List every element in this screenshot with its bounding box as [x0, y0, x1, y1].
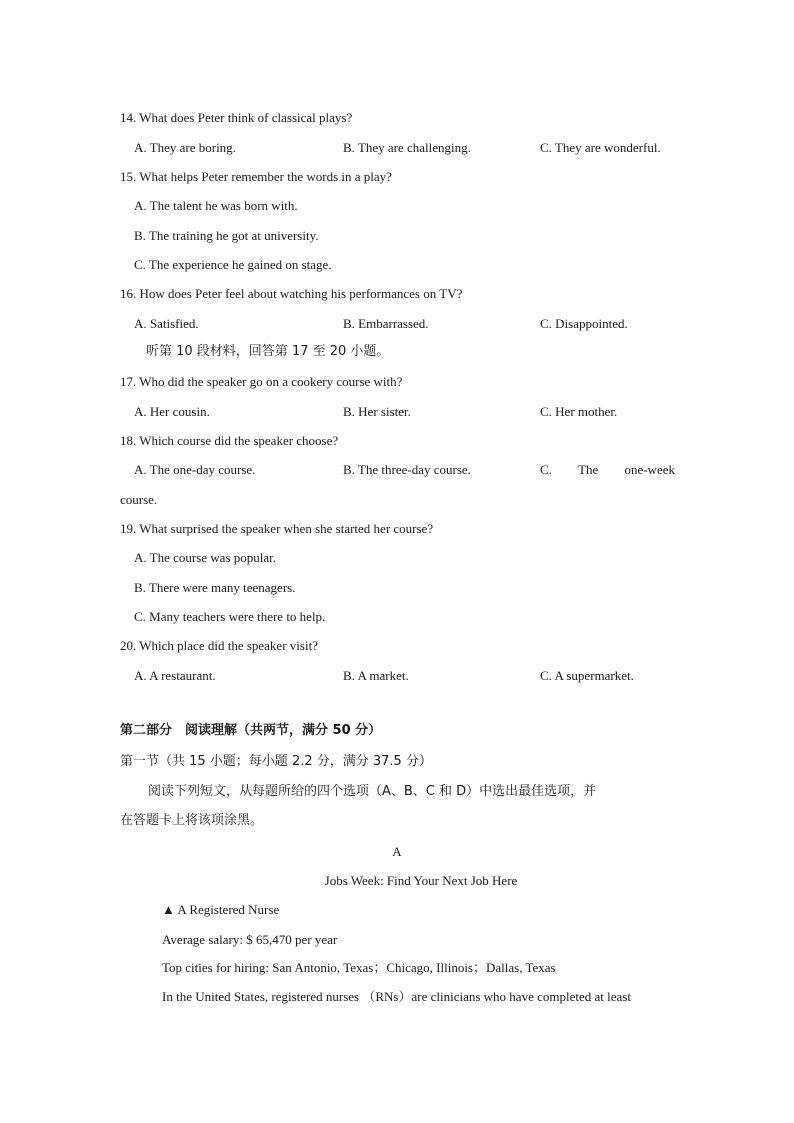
question-16-option-c: C. Disappointed. [540, 316, 628, 331]
question-15-stem: 15. What helps Peter remember the words in a play? [120, 169, 392, 184]
question-14-stem: 14. What does Peter think of classical plays? [120, 110, 353, 125]
question-14-option-a: A. They are boring. [134, 140, 236, 155]
reading-directions-line-1: 阅读下列短文，从每题所给的四个选项（A、B、C 和 D）中选出最佳选项，并 [148, 784, 597, 799]
option-c-word: The [578, 462, 599, 477]
question-17-option-b: B. Her sister. [343, 404, 411, 419]
question-17-stem: 17. Who did the speaker go on a cookery course with? [120, 374, 403, 389]
question-16-option-b: B. Embarrassed. [343, 316, 429, 331]
question-17-option-a: A. Her cousin. [134, 404, 210, 419]
section-1-heading: 第一节（共 15 小题；每小题 2.2 分，满分 37.5 分） [120, 754, 432, 769]
question-19-option-a: A. The course was popular. [134, 550, 277, 565]
question-20-stem: 20. Which place did the speaker visit? [120, 638, 318, 653]
question-14-option-b: B. They are challenging. [343, 140, 471, 155]
question-14-option-c: C. They are wonderful. [540, 140, 661, 155]
question-20-option-b: B. A market. [343, 668, 409, 683]
job-title: ▲ A Registered Nurse [162, 902, 280, 917]
question-18-option-b: B. The three-day course. [343, 462, 471, 477]
passage-label: A [392, 844, 402, 859]
question-18-option-c [540, 462, 675, 478]
passage-title: Jobs Week: Find Your Next Job Here [324, 873, 518, 888]
question-15-option-c: C. The experience he gained on stage. [134, 257, 332, 272]
question-19-option-c: C. Many teachers were there to help. [134, 609, 326, 624]
average-salary: Average salary: $ 65,470 per year [162, 932, 338, 947]
question-19-stem: 19. What surprised the speaker when she started her course? [120, 521, 434, 536]
option-c-word: one-week [624, 462, 675, 477]
question-16-option-a: A. Satisfied. [134, 316, 199, 331]
listening-instruction: 听第 10 段材料，回答第 17 至 20 小题。 [146, 344, 390, 359]
question-15-option-b: B. The training he got at university. [134, 228, 319, 243]
question-19-option-b: B. There were many teenagers. [134, 580, 296, 595]
question-15-option-a: A. The talent he was born with. [134, 198, 298, 213]
top-cities: Top cities for hiring: San Antonio, Texas；Chicago, Illinois；Dallas, Texas [162, 960, 556, 975]
passage-body-line: In the United States, registered nurses （RNs）are clinicians who have completed at least [162, 989, 631, 1004]
question-20-option-c: C. A supermarket. [540, 668, 634, 683]
question-16-stem: 16. How does Peter feel about watching his performances on TV? [120, 286, 463, 301]
question-18-option-c-continued: course. [120, 492, 158, 507]
question-17-option-c: C. Her mother. [540, 404, 618, 419]
reading-directions-line-2: 在答题卡上将该项涂黑。 [120, 813, 264, 828]
question-20-option-a: A. A restaurant. [134, 668, 216, 683]
question-18-option-a: A. The one-day course. [134, 462, 256, 477]
option-c-letter: C. [540, 462, 552, 477]
question-18-stem: 18. Which course did the speaker choose? [120, 433, 339, 448]
part-2-heading: 第二部分 阅读理解（共两节，满分 50 分） [120, 723, 382, 738]
